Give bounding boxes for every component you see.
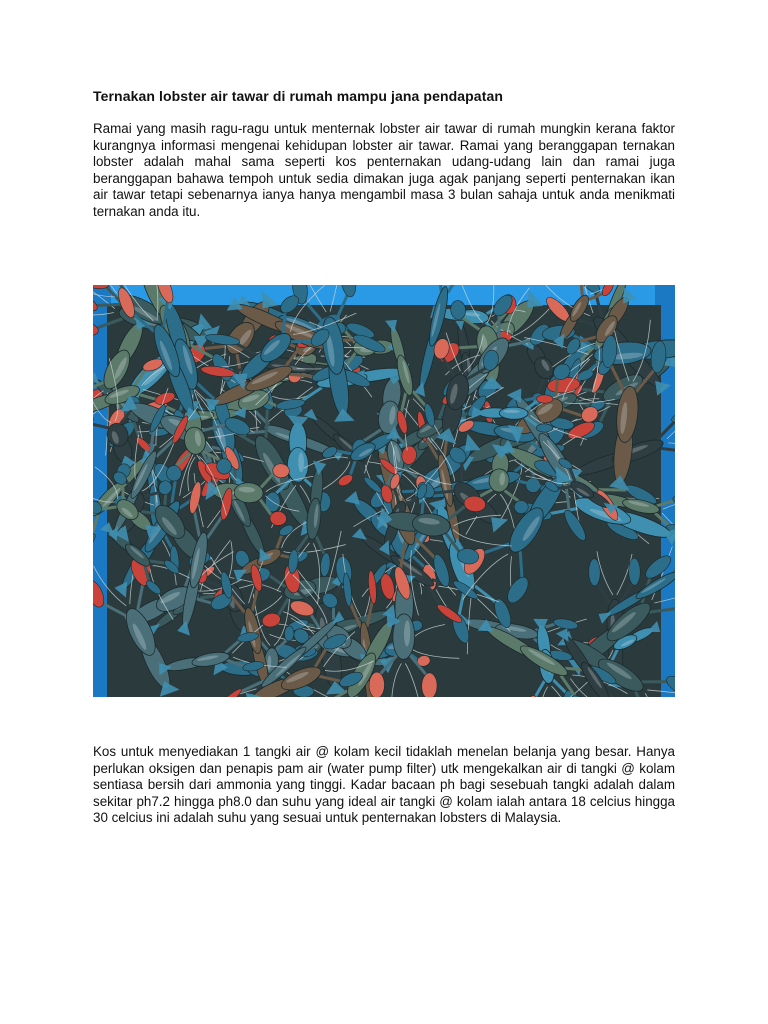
article-title: Ternakan lobster air tawar di rumah mampu jana pendapatan <box>93 88 503 104</box>
crayfish-pile <box>93 285 675 697</box>
paragraph-intro: Ramai yang masih ragu-ragu untuk menternak lobster air tawar di rumah mungkin kerana faktor kurangnya informasi mengenai kehidupan lobster air tawar. Ramai yang beranggapan ternakan lobster adalah mahal sama seperti kos penternakan udang-udang lain dan ramai juga beranggapan bahawa tempoh untuk sedia dimakan juga agak panjang seperti penternakan ikan air tawar tetapi sebenarnya ianya hanya mengambil masa 3 bulan sahaja untuk anda menikmati ternakan anda itu. <box>93 121 675 219</box>
paragraph-cost: Kos untuk menyediakan 1 tangki air @ kolam kecil tidaklah menelan belanja yang besar. Hanya perlukan oksigen dan penapis pam air (water pump filter) utk mengekalkan air di tangki @ kolam sentiasa bersih dari ammonia yang tinggi. Kadar bacaan ph bagi sesebuah tangki adalah dalam sekitar ph7.2 hingga ph8.0 dan suhu yang ideal air tangki @ kolam ialah antara 18 celcius hingga 30 celcius ini adalah suhu yang sesuai untuk penternakan lobsters di Malaysia. <box>93 744 675 826</box>
crayfish-illustration <box>93 285 675 697</box>
crayfish-photo <box>93 285 675 697</box>
